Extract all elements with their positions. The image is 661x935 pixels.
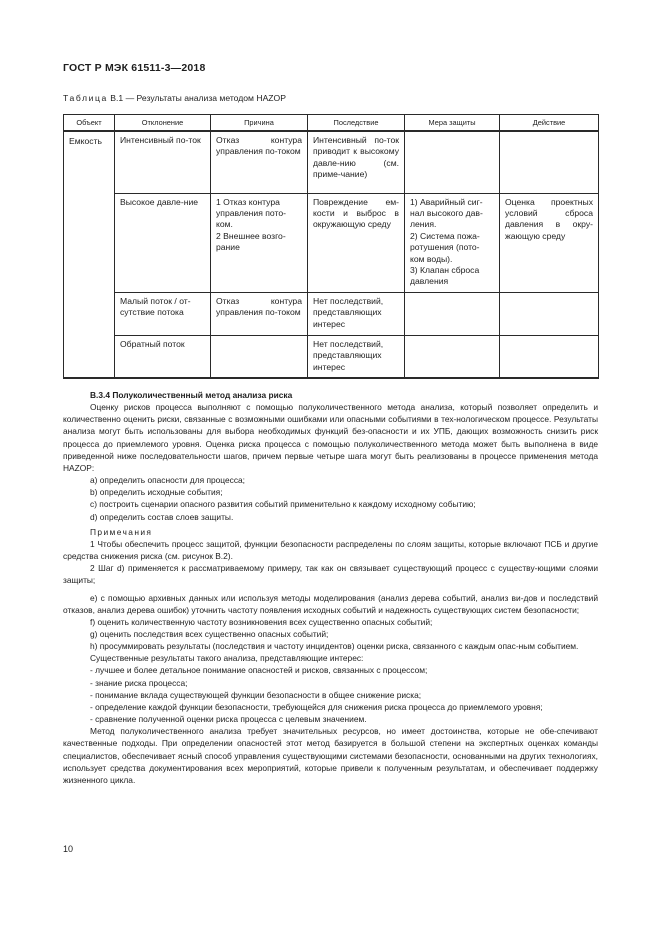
results-intro: Существенные результаты такого анализа, представляющие интерес: — [90, 653, 364, 664]
consequence-cell: Повреждение ем-кости и выброс в окружающую среду — [308, 193, 405, 292]
consequence-cell: Нет последствий, представляющих интерес — [308, 335, 405, 378]
section-body — [63, 389, 598, 786]
list-item: f) оценить количественную частоту возникновения всех существенно опасных событий; — [90, 616, 433, 627]
consequence-cell: Интенсивный по-ток приводит к высокому давле-нию (см. приме-чание) — [308, 131, 405, 193]
table-header-row — [64, 115, 599, 132]
hazop-results-table — [63, 114, 599, 379]
page-number: 10 — [63, 844, 74, 854]
column-header-cause: Причина — [211, 115, 308, 132]
intro-paragraph: Оценку рисков процесса выполняют с помощью полуколичественного метода анализа, который позволяет определить и количественно оценить риски, связанные с возможными ошибками или опасными событиями в тех-нологическом процессе. Результаты анализа могут быть использованы для выбора необходимых функций без-опасности и их УПБ, дающих возможность снизить риск процесса до приемлемого уровня. Оценка риска процесса с помощью полуколичественного метода может быть выполнена в виде приведенной ниже последовательности шагов, причем первые четыре шага могут быть реализованы в процессе применения метода HAZOP: — [63, 402, 598, 473]
action-cell — [500, 131, 599, 193]
list-item: е) с помощью архивных данных или используя методы моделирования (анализ дерева событий, анализ ви-дов и последствий отказов, анализ дерева ошибок) уточнить частоту появления исходных событий и надежность существующих систем безопасности; — [63, 592, 598, 615]
table-row — [64, 193, 599, 292]
list-item: - сравнение полученной оценки риска процесса с целевым значением. — [90, 714, 367, 725]
action-cell — [500, 292, 599, 335]
deviation-cell: Высокое давле-ние — [115, 193, 211, 292]
deviation-cell: Обратный поток — [115, 335, 211, 378]
list-item: а) определить опасности для процесса; — [90, 475, 246, 486]
conclusion-paragraph: Метод полуколичественного анализа требует значительных ресурсов, но имеет достоинства, которые не обе-спечивают качественные подходы. При определении опасностей этот метод базируется в большой степени на экспертных оценках команды специалистов, обеспечивает ясный способ управления существующими системами безопасности, основанными на других технологиях, использует средства документирования всех мероприятий, которые привели к полученным результатам, и обеспечивает поддержку жизненного цикла. — [63, 726, 598, 785]
notes-title: Примечания — [90, 526, 153, 537]
list-item: g) оценить последствия всех существенно опасных событий; — [90, 628, 329, 639]
table-row — [64, 335, 599, 378]
table-caption-text: В.1 — Результаты анализа методом HAZOP — [107, 93, 286, 103]
cause-cell — [211, 335, 308, 378]
cause-cell: Отказ контура управления по-током — [211, 131, 308, 193]
deviation-cell: Малый поток / от-сутствие потока — [115, 292, 211, 335]
list-item: h) просуммировать результаты (последствия и частоту инцидентов) оценки риска, связанного с каждым опас-ным событием. — [90, 641, 579, 652]
deviation-cell: Интенсивный по-ток — [115, 131, 211, 193]
object-cell: Емкость — [64, 131, 115, 378]
list-item: b) определить исходные события; — [90, 487, 223, 498]
protection-cell: 1) Аварийный сиг-нал высокого дав-ления. 2) Система пожа-ротушения (пото-ком воды). 3) Клапан сброса давления — [405, 193, 500, 292]
protection-cell — [405, 335, 500, 378]
table-caption-prefix: Таблица — [63, 93, 108, 103]
table-row — [64, 292, 599, 335]
protection-cell — [405, 292, 500, 335]
protection-cell — [405, 131, 500, 193]
list-item: - понимание вклада существующей функции безопасности в общее снижение риска; — [90, 689, 422, 700]
column-header-action: Действие — [500, 115, 599, 132]
cause-cell: 1 Отказ контура управления пото-ком. 2 Внешнее возго-рание — [211, 193, 308, 292]
action-cell: Оценка проектных условий сброса давления в окру-жающую среду — [500, 193, 599, 292]
list-item: c) построить сценарии опасного развития событий применительно к каждому исходному событию; — [90, 499, 476, 510]
action-cell — [500, 335, 599, 378]
document-header: ГОСТ Р МЭК 61511-3—2018 — [63, 62, 206, 74]
column-header-protection: Мера защиты — [405, 115, 500, 132]
list-item: - знание риска процесса; — [90, 677, 188, 688]
list-item: d) определить состав слоев защиты. — [90, 511, 234, 522]
note-item: 1 Чтобы обеспечить процесс защитой, функции безопасности распределены по слоям защиты, которые включают ПСБ и другие средства снижения риска (см. рисунок В.2). — [63, 538, 598, 562]
column-header-deviation: Отклонение — [115, 115, 211, 132]
column-header-object: Объект — [64, 115, 115, 132]
list-item: - лучшее и более детальное понимание опасностей и рисков, связанных с процессом; — [90, 665, 428, 676]
table-row — [64, 131, 599, 193]
note-item: 2 Шаг d) применяется к рассматриваемому примеру, так как он связывает существующий процесс с существу-ющими слоями защиты; — [63, 563, 598, 586]
table-caption — [63, 93, 286, 103]
list-item: - определение каждой функции безопасности, требующейся для снижения риска процесса до приемлемого уровня; — [90, 701, 543, 712]
consequence-cell: Нет последствий, представляющих интерес — [308, 292, 405, 335]
column-header-consequence: Последствие — [308, 115, 405, 132]
cause-cell: Отказ контура управления по-током — [211, 292, 308, 335]
section-title: В.3.4 Полуколичественный метод анализа риска — [90, 390, 293, 400]
